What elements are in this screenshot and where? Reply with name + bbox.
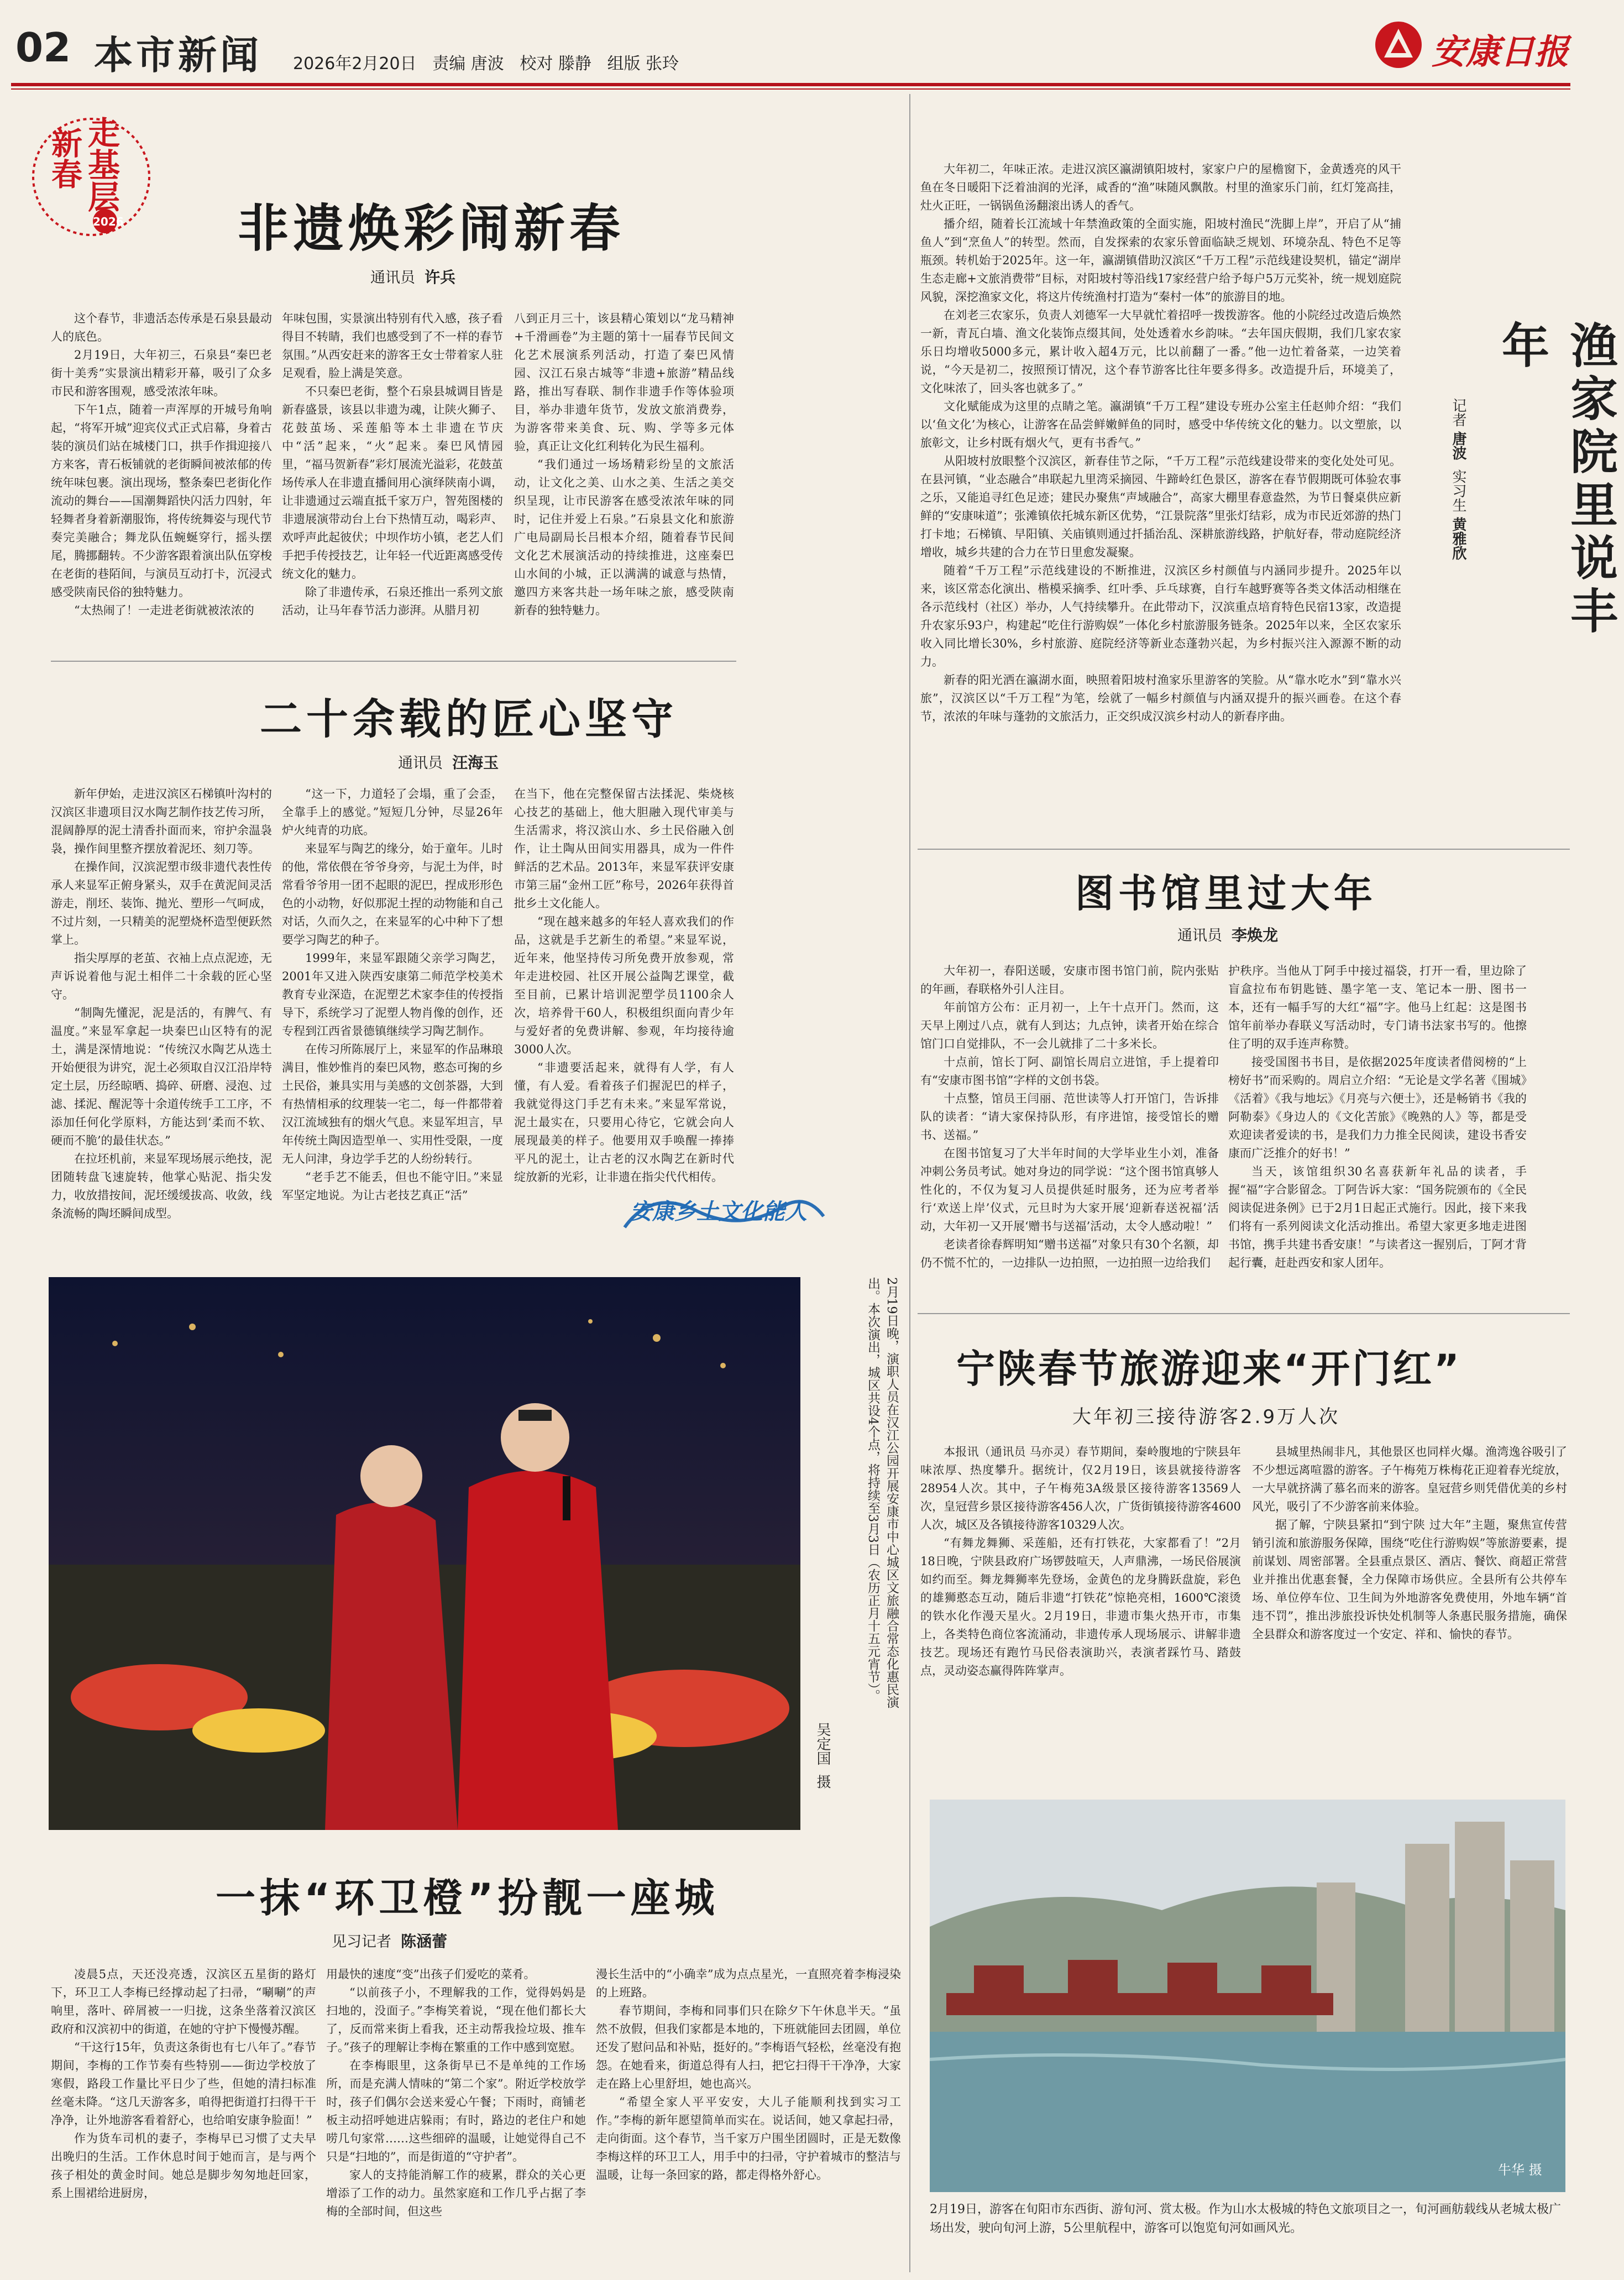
article3-column-1: 凌晨5点，天还没亮透，汉滨区五星街的路灯下，环卫工人李梅已经撑动起了扫帚，“唰唰”的声响里，落叶、碎屑被一一归拢，这条坐落着汉滨区政府和汉滨初中的街道，在她的守护下慢慢苏醒。 “干这行15年，负责这条街也有七八年了。”春节期间，李梅的工作节奏有些特别——街边学校放了寒假，路段工作量比平日少了些，但她的清扫标准丝毫未降。“这几天游客多，咱得把街道打扫得干干净净，让外地游客看着舒心，也给咱安康争脸面！” 作为货车司机的妻子，李梅早已习惯了丈夫早出晚归的生活。工作休息时间于她而言，是与两个孩子相处的黄金时间。她总是脚步匆匆地赶回家，系上围裙给进厨房， — [51, 1968, 316, 2200]
article3-column-2: 用最快的速度“变”出孩子们爱吃的菜肴。 “以前孩子小，不理解我的工作，觉得妈妈是扫地的，没面子。”李梅笑着说，“现在他们都长大了，反而常来街上看我，还主动帮我捡垃圾、推车子。”孩子的理解让李梅在繁重的工作中感到宽慰。 在李梅眼里，这条街早已不是单纯的工作场所，而是充满人情味的“第二个家”。附近学校放学时，孩子们偶尔会送来爱心午餐；下雨时，商铺老板主动招呼她进店躲雨；有时，路边的老住户和她唠几句家常……这些细碎的温暖，让她觉得自己不只是“扫地的”，而是街道的“守护者”。 家人的支持能消解工作的疲累，群众的关心更增添了工作的动力。虽然家庭和工作几乎占据了李梅的全部时间，但这些 — [326, 1968, 586, 2218]
column-separator — [909, 94, 910, 2272]
article4-byline: 记者 唐波 实习生 黄雅欣 — [1450, 398, 1466, 561]
river-city-photo-credit: 牛华 摄 — [1498, 2162, 1542, 2178]
article1-title: 非遗焕彩闹新春 — [238, 199, 625, 258]
article4-body: 大年初二，年味正浓。走进汉滨区瀛湖镇阳坡村，家家户户的屋檐窗下，金黄透亮的风干鱼在冬日暖阳下泛着油润的光泽，咸香的“渔”味随风飘散。村里的渔家乐门前，红灯笼高挂，灶火正旺，一锅锅鱼汤翻滚出诱人的香气。 播介绍，随着长江流域十年禁渔政策的全面实施，阳坡村渔民“洗脚上岸”，开启了从“捕鱼人”到“烹鱼人”的转型。然而，自发探索的农家乐曾面临缺乏规划、环境杂乱、特色不足等瓶颈。转机始于2025年。这一年，瀛湖镇借助汉滨区“千万工程”示范线建设契机，锚定“湖岸生态走廊+文旅消费带”目标，对阳坡村等沿线17家经营户给予每户5万元奖补，统一规划庭院风貌，深挖渔家文化，将这片传统渔村打造为“秦村一体”的旅游目的地。 在刘老三农家乐，负责人刘德军一大早就忙着招呼一拨拨游客。他的小院经过改造后焕然一新，青瓦白墙、渔文化装饰点缀其间，处处透着水乡韵味。“去年国庆假期，我们几家农家乐日均增收5000多元，累计收入超4万元，比以前翻了一番。”他一边忙着备菜，一边笑着说，“今天是初二，按照预订情况，这个春节游客比往年要多得多。改造提升后，环境美了，文化味浓了，回头客也就多了。” 文化赋能成为这里的点睛之笔。瀛湖镇“千万工程”建设专班办公室主任赵帅介绍：“我们以‘鱼文化’为核心，让游客在品尝鲜嫩鲜鱼的同时，感受中华传统文化的魅力。以文塑旅，以旅彰文，让乡村既有烟火气，更有书香气。” 从阳坡村放眼整个汉滨区，新春佳节之际，“千万工程”示范线建设带来的变化处处可见。在县河镇，“业态融合”串联起九里湾采摘园、牛蹄岭红色景区，游客在春节假期既可体验农事之乐，又能追寻红色足迹；建民办聚焦“声域融合”，高家大棚里春意盎然，为节日餐桌供应新鲜的“安康味道”；张滩镇依托城东新区优势，“江景院落”里张灯结彩，成为市民近郊游的热门打卡地；石梯镇、早阳镇、关庙镇则通过扦插治乱、深耕旅游线路，护航好春，带动庭院经济增收，城乡共建的合力在节日里愈发凝聚。 随着“千万工程”示范线建设的不断推进，汉滨区乡村颜值与内涵同步提升。2025年以来，该区常态化演出、楷模采摘季、红叶季、乒乓球赛，自行车越野赛等各类文体活动相继在各示范线村（社区）举办，人气持续攀升。在此带动下，汉滨重点培育特色民宿13家，改造提升农家乐93户，构建起“吃住行游购娱”一体化乡村旅游服务链条。2025年以来，全区农家乐收入同比增长30%，乡村旅游、庭院经济等新业态蓬勃兴起，为乡村振兴注入源源不断的动力。 新春的阳光洒在瀛湖水面，映照着阳坡村渔家乐里游客的笑脸。从“靠水吃水”到“靠水兴旅”，汉滨区以“千万工程”为笔，绘就了一幅乡村颜值与内涵双提升的振兴画卷。在这个春节，浓浓的年味与蓬勃的文旅活力，正交织成汉滨乡村动人的新春序曲。 — [920, 163, 1401, 723]
article5-column-2: 护秩序。当他从丁阿手中接过福袋，打开一看，里边除了盲盒拉布布钥匙链、墨字笔一支、笔记本一册、图书一本，还有一幅手写的大红“福”字。他马上红起：这是图书馆年前举办春联义写活动时，专门请书法家书写的。他擦住了明的双手连声称赞。 接受国图书书目，是依据2025年度读者借阅榜的“上榜好书”而采购的。周启立介绍：“无论是文学名著《围城》《活着》《我与地坛》《月亮与六便士》，还是畅销书《我的阿勒泰》《身边人的《文化苦旅》《晚熟的人》等，都是受欢迎读者爱读的书，是我们力力推全民阅读，建设书香安康而广泛推介的好书！” 当天，该馆组织30名喜获新年礼品的读者，手握“福”字合影留念。丁阿告诉大家：“国务院颁布的《全民阅读促进条例》已于2月1日起正式施行。因此，接下来我们将有一系列阅读文化活动推出。希望大家更多地走进图书馆，携手共建书香安康！”与读者这一握别后，丁阿才背起行囊，赶赴西安和家人团年。 — [1228, 964, 1527, 1269]
divider — [918, 849, 1570, 850]
divider — [51, 661, 736, 662]
header-rule-thin — [11, 88, 1570, 90]
folk-talent-stamp — [619, 1178, 829, 1244]
new-year-banner — [22, 111, 160, 249]
river-city-photo-caption: 2月19日，游客在旬阳市东西街、游旬河、赏太极。作为山水太极城的特色文旅项目之一，旬河画舫载线从老城太极广场出发，驶向旬河上游，5公里航程中，游客可以饱览旬河如画风光。 — [930, 2203, 1561, 2235]
article6-subtitle: 大年初三接待游客2.9万人次 — [1072, 1406, 1340, 1428]
stamp-text: 安康乡土文化能人 — [630, 1199, 807, 1225]
article1-column-3: 八到正月三十，该县精心策划以“龙马精神+千滑画卷”为主题的第十一届春节民间文化艺术展演系列活动，打造了秦巴风情园、汉江石泉古城等“非遗+旅游”精品线路，推出写春联、制作非遗手作等体验项目，举办非遗年货节，发放文旅消费券，为游客带来美食、玩、购、学等多元体验，真正让文化红利转化为民生福利。 “我们通过一场场精彩纷呈的文旅活动，让文化之美、山水之美、生活之美交织呈现，让市民游客在感受浓浓年味的同时，记住并爱上石泉。”石泉县文化和旅游广电局副局长吕根本介绍，随着春节民间文化艺术展演活动的持续推进，这座秦巴山水间的小城，正以满满的诚意与热情，邀四方来客共赴一场年味之旅，感受陕南新春的独特魅力。 — [514, 312, 734, 617]
header-rule — [11, 83, 1570, 86]
article6-column-2: 县城里热闹非凡，其他景区也同样火爆。渔湾逸谷吸引了不少想远离喧嚣的游客。子午梅苑万株梅花正迎着春光绽放，一大早就挤满了慕名而来的游客。皇冠营乡则凭借优美的乡村风光，吸引了不少游客前来体验。 据了解，宁陕县紧扣“到宁陕 过大年”主题，聚焦宣传营销引流和旅游服务保障，围绕“吃住行游购娱”等旅游要素，提前谋划、周密部署。全县重点景区、酒店、餐饮、商超正常营业并推出优惠套餐，全力保障市场供应。全县所有公共停车场、单位停车位、卫生间为外地游客免费使用，外地车辆“首违不罚”，推出涉旅投诉快处机制等人条惠民服务措施，确保全县群众和游客度过一个安定、祥和、愉快的春节。 — [1252, 1445, 1567, 1641]
banner-line2: 走基层 — [82, 116, 120, 212]
article3-title: 一抹“环卫橙”扮靓一座城 — [216, 1875, 719, 1921]
newspaper-name: 安康日报 — [1432, 32, 1569, 72]
performance-photo-credit: 吴定国 摄 — [814, 1722, 831, 1789]
article5-column-1: 大年初一，春阳送暖，安康市图书馆门前，院内张贴的年画，春联格外引人注目。 年前馆方公布：正月初一，上午十点开门。然而，这天早上刚过八点，就有人到达；九点钟，读者开始在综合馆门口自觉排队，不一会儿就排了二十多米长。 十点前，馆长丁阿、副馆长周启立进馆，手上提着印有“安康市图书馆”字样的文创书袋。 十点整，馆员王闫丽、范世读等人打开馆门，告诉排队的读者：“请大家保持队形，有序进馆，接受馆长的赠书、送福。” 在图书馆复习了大半年时间的大学毕业生小刘，准备冲刺公务员考试。她对身边的同学说：“这个图书馆真够人性化的，不仅为复习人员提供延时服务，还为应考者举行‘欢送上岸’仪式，元旦时为大家开展‘迎新春送祝福’活动，大年初一又开展‘赠书与送福’活动，太令人感动啦！” 老读者徐春辉明知“赠书送福”对象只有30个名额，却仍不慌不忙的，一边排队一边拍照，一边拍照一边给我们 — [920, 964, 1219, 1269]
banner-year: 2026 — [93, 215, 124, 228]
article6-title: 宁陕春节旅游迎来“开门红” — [956, 1346, 1462, 1392]
article4-title: 渔家院里说丰年 — [1494, 321, 1617, 639]
performance-photo-caption: 2月19日晚，演职人员在汉江公园开展安康市中心城区文旅融合常态化惠民演出。本次演出，城区共设4个点，将持续至3月3日（农历正月十五元宵节）。 — [866, 1277, 899, 1708]
article2-byline: 通讯员 汪海玉 — [398, 754, 499, 772]
performance-photo-icon — [49, 1277, 800, 1830]
edition-info: 2026年2月20日 责编 唐波 校对 滕静 组版 张玲 — [293, 54, 679, 74]
article6-column-1: 本报讯（通讯员 马亦灵）春节期间，秦岭腹地的宁陕县年味浓厚、热度攀升。据统计，仅2月19日，该县就接待游客28954人次。其中，子午梅苑3A级景区接待游客13569人次，皇冠营乡景区接待游客456人次，广货街镇接待游客4600人次，城区及各镇接待游客10329人次。 “有舞龙舞狮、采莲船，还有打铁花，大家都看了！”2月18日晚，宁陕县政府广场锣鼓喧天，人声鼎沸，一场民俗展演如约而至。舞龙舞狮率先登场，金黄色的龙身腾跃盘旋，彩色的雄狮憨态互动，随后非遗“打铁花”惊艳亮相，1600℃滚烫的铁水化作漫天星火。2月19日，非遗市集火热开市，市集上，各类特色商位客流涌动，非遗传承人现场展示、讲解非遗技艺。现场还有跑竹马民俗表演助兴，表演者踩竹马、踏鼓点，灵动姿态赢得阵阵掌声。 — [920, 1445, 1241, 1677]
page-number: 02 — [15, 24, 71, 71]
river-city-photo — [930, 1800, 1565, 2192]
article2-column-1: 新年伊始，走进汉滨区石梯镇叶沟村的汉滨区非遗项目汉水陶艺制作技艺传习所，混阔静厚的泥土清香扑面而来，帘护余温袅袅，操作间里整齐摆放着泥坯、刻刀等。 在操作间，汉滨泥塑市级非遗代表性传承人来显军正俯身紧头，双手在黄泥间灵活游走，削坯、装饰、抛光、塑形一气呵成，不过片刻，一只精美的泥塑烧杯造型便跃然掌上。 指尖厚厚的老茧、衣袖上点点泥迹，无声诉说着他与泥土相伴二十余载的匠心坚守。 “制陶先懂泥，泥是活的，有脾气、有温度。”来显军拿起一块秦巴山区特有的泥土，满是深情地说：“传统汉水陶艺从选土开始便很为讲究，泥土必须取自汉江沿岸特定土层，历经晾晒、捣碎、研磨、浸泡、过滤、揉泥、醒泥等十余道传统手工工序，不添加任何化学原料，方能达到‘柔而不软、硬而不脆’的最佳状态。” 在拉坯机前，来显军现场展示绝技，泥团随转盘飞速旋转，他掌心贴泥、指尖发力，收放措按间，泥坯缓缓拔高、收敛，线条流畅的陶坯瞬间成型。 — [51, 787, 272, 1220]
date: 2026年2月20日 — [293, 54, 417, 74]
masthead — [0, 0, 1581, 83]
article2-title: 二十余载的匠心坚守 — [260, 694, 678, 744]
article1-column-2: 年味包围，实景演出特别有代入感，孩子看得目不转睛，我们也感受到了不一样的春节氛围。”从西安赶来的游客王女士带着家人驻足观看，脸上满是笑意。 不只秦巴老街，整个石泉县城调目皆是新春盛景，该县以非遗为魂，让陕火狮子、花鼓茧场、采莲船等本土非遗在节庆中“活”起来，“火”起来。秦巴风情园里，“福马贺新春”彩灯展流光溢彩，花鼓茧场传承人在非遗直播间用心演绎陕南小调，让非遗通过云端直抵千家万户，智苑图楼的非遗展演带动台上台下热情互动，喝彩声、欢呼声此起彼伏；中坝作坊小镇，老艺人们手把手传授技艺，让年轻一代近距离感受传统文化的魅力。 除了非遗传承，石泉还推出一系列文旅活动，让马年春节活力澎湃。从腊月初 — [282, 312, 503, 617]
performance-photo — [49, 1277, 800, 1830]
article1-column-1: 这个春节，非遗活态传承是石泉县最动人的底色。 2月19日，大年初三，石泉县“秦巴老街十美秀”实景演出精彩开幕，吸引了众多市民和游客围观，感受浓浓年味。 下午1点，随着一声浑厚的开城号角响起，“将军开城”迎宾仪式正式启幕，身着古装的演员们站在城楼门口，拱手作揖迎接八方来客，青石板铺就的老街瞬间被浓郁的传统年味包裹。演出现场，整条秦巴老街化作流动的舞台——国潮舞蹈快闪活力四射，年轻舞者身着新潮服饰，将传统舞姿与现代节奏完美融合；舞龙队伍蜿蜒穿行，摇头摆尾，腾挪翻转。不少游客跟着演出队伍穿梭在老街的巷陌间，与演员互动打卡，沉浸式感受陕南民俗的独特魅力。 “太热闹了！一走进老街就被浓浓的 — [51, 312, 272, 617]
article2-column-2: “这一下，力道轻了会塌，重了会歪，全靠手上的感觉。”短短几分钟，尽显26年炉火纯青的功底。 来显军与陶艺的缘分，始于童年。儿时的他，常依偎在爷爷身旁，与泥土为伴，时常看爷爷用一团不起眼的泥巴，捏成形形色色的小动物，好似那泥土捏的动物能和自己对话，久而久之，在来显军的心中种下了想要学习陶艺的种子。 1999年，来显军跟随父亲学习陶艺，2001年又进入陕西安康第二师范学校美术教育专业深造，在泥塑艺术家李佳的传授指导下，系统学习了泥塑人物肖像的创作，还专程到江西省景德镇继续学习陶艺制作。 在传习所陈展厅上，来显军的作品琳琅满目，惟妙惟肖的秦巴风物，憨态可掬的乡土民俗，兼具实用与美感的文创茶器，大到有热情相承的纹理装一宅二，每一件都带着汉江流域独有的烟火气息。来显军坦言，早年传统土陶因造型单一、实用性受限，一度无人问津，身边学手艺的人纷纷转行。 “老手艺不能丢，但也不能守旧。”来显军坚定地说。为让古老技艺真正“活” — [282, 787, 503, 1202]
section-name: 本市新闻 — [94, 32, 262, 78]
article5-title: 图书馆里过大年 — [1075, 871, 1377, 916]
article2-column-3: 在当下，他在完整保留古法揉泥、柴烧核心技艺的基础上，他大胆融入现代审美与生活需求，将汉滨山水、乡土民俗融入创作，让土陶从田间实用器具，成为一件件鲜活的艺术品。2013年，来显军获评安康市第三届“金州工匠”称号，2026年获得首批乡土文化能人。 “现在越来越多的年轻人喜欢我们的作品，这就是手艺新生的希望。”来显军说，近年来，他坚持传习所免费开放参观，常年走进校园、社区开展公益陶艺课堂，截至目前，已累计培训泥塑学员1100余人次，培养骨干60人，积极组织面向青少年与爱好者的免费讲解、参观，年均接待逾3000人次。 “非遗要活起来，就得有人学，有人懂，有人爱。看着孩子们握泥巴的样子，我就觉得这门手艺有未来。”来显军常说，泥土最实在，只要用心待它，它就会向人展现最美的样子。他要用双手唤醒一捧捧平凡的泥土，让古老的汉水陶艺在新时代绽放新的光彩，让非遗在指尖代代相传。 — [514, 787, 734, 1184]
river-city-photo-icon — [930, 1800, 1565, 2192]
article3-byline: 见习记者 陈涵蕾 — [332, 1932, 448, 1950]
article1-byline: 通讯员 许兵 — [370, 268, 456, 286]
banner-line1: 新春 — [46, 127, 83, 189]
article3-column-3: 漫长生活中的“小确幸”成为点点星光，一直照亮着李梅浸染的上班路。 春节期间，李梅和同事们只在除夕下午休息半天。“虽然不放假，但我们家都是本地的，下班就能回去团圆，单位还发了慰问品和补贴，挺好的。”李梅语气轻松，丝毫没有抱怨。在她看来，街道总得有人扫，把它扫得干干净净，大家走在路上心里舒坦，她也高兴。 “希望全家人平平安安，大儿子能顺利找到实习工作。”李梅的新年愿望简单而实在。说话间，她又拿起扫帚，走向街面。这个春节，当千家万户围坐团圆时，正是无数像李梅这样的环卫工人，用手中的扫帚，守护着城市的整洁与温暖，让每一条回家的路，都走得格外舒心。 — [596, 1968, 901, 2182]
divider — [918, 1313, 1570, 1314]
article5-byline: 通讯员 李焕龙 — [1177, 926, 1279, 944]
